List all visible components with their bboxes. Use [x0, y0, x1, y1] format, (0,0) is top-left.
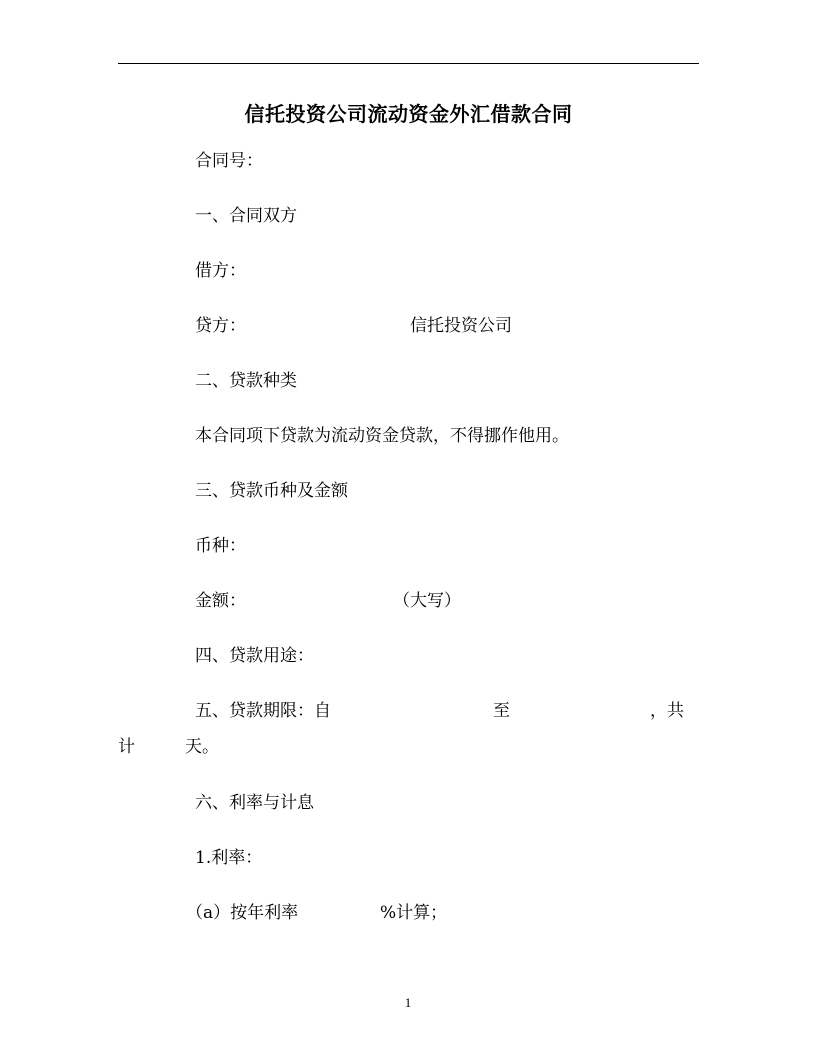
- section-1-heading: 一、合同双方: [195, 206, 297, 226]
- section-3-heading: 三、贷款币种及金额: [195, 481, 348, 501]
- page-number: 1: [404, 995, 412, 1010]
- amount-capital-label: （大写）: [393, 591, 461, 611]
- loan-term-to: 至: [493, 701, 510, 721]
- loan-term-start: 五、贷款期限：自: [195, 701, 331, 721]
- interest-rate-a-prefix: （a）按年利率: [186, 903, 299, 923]
- loan-type-text: 本合同项下贷款为流动资金贷款，不得挪作他用。: [195, 426, 569, 446]
- section-2-heading: 二、贷款种类: [195, 371, 297, 391]
- interest-rate-a-suffix: %计算；: [380, 903, 448, 923]
- document-title: 信托投资公司流动资金外汇借款合同: [244, 102, 573, 126]
- lender-label: 贷方：: [195, 316, 246, 336]
- contract-number-label: 合同号：: [195, 151, 263, 171]
- interest-rate-heading: 1.利率：: [195, 848, 263, 868]
- loan-term-ji: 计: [118, 737, 135, 757]
- lender-name: 信托投资公司: [410, 316, 512, 336]
- loan-term-days: 天。: [185, 737, 219, 757]
- amount-label: 金额：: [195, 591, 246, 611]
- section-6-heading: 六、利率与计息: [195, 793, 314, 813]
- header-rule: [118, 63, 699, 64]
- section-4-heading: 四、贷款用途：: [195, 646, 314, 666]
- borrower-label: 借方：: [195, 261, 246, 281]
- currency-label: 币种：: [195, 536, 246, 556]
- loan-term-total: ，共: [650, 701, 684, 721]
